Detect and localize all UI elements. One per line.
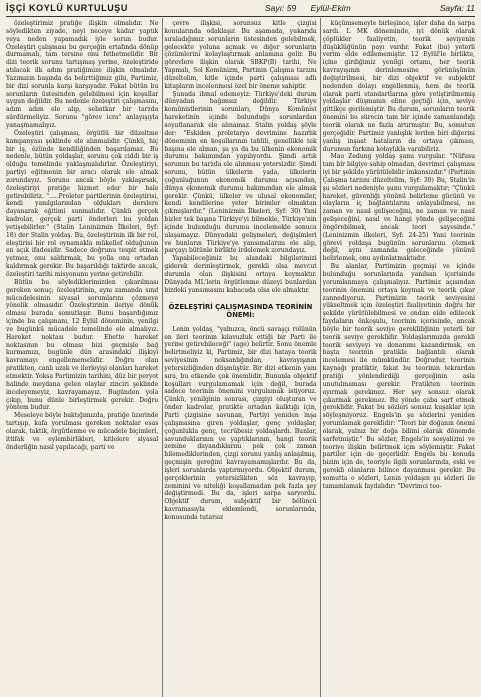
column-divider [320,18,321,697]
paragraph: Şunuda ihmal edemeyiz: Türkiye'deki durum dünyadan bağımsız değildir. Türkiye komünistlerinin sorunları, Dünya Komünist hareketinin içinde bulunduğu sorunlardan soyutlanarak ele alınamaz. Stalin yoldaş şöyle der: "Eskiden proletarya devrimine hazırlık döneminin en koşullarının tahlili, genellikle tek başına ele alınan, şu ya da bu ülkenin ekonomik durumu bakımından yapılıyordu. Şimdi artık sorunun bu tarzda ele alınması yetersizdir. Şimdi sorunu, bütün ülkelerin yada, ülkelerin çoğunluğunun ekonomik durumu açısından, dünya ekonomik durumu bakımından ele almak gerekir. Çünkü, ülkeler ve ulusal ekonomiler, kendi kendilerine yeter birimler olmaktan çıkmışlardır." (Leninizmin İlkeleri, Syf: 30) Yani bizler tek başına Türkiye'yi bilmekle, Türkiye'nin içinde bulunduğu durumu incelemekle sonuca ulaşamayız. Dünyadaki gelişmeleri, değişimleri ve bunların Türkiye'ye yansımalarını ele alıp, parçayı bütünle birlikte irdelemek zorundayız. [164,90,317,255]
publication-title: İŞÇİ KOYLÜ KURTULUŞU [6,3,128,13]
paragraph: Meseleye böyle baktığımızda, pratiğe üzerinde tartışıp, kafa yorulması gereken noktalar esas olarak, taktik, örgütlenme ve mücadele biçimleri, ittifak ve eylembirlikleri, kitlelere siyasal önderliğin nasıl yapılacağı, parti ve [6,412,159,451]
paragraph: Mao Zedung yoldaş şunu vurgular. "Nüfusu tam bir bilgiye sahip olmadan, devrimci çalışması iyi bir şekilde yürütülebilir imkansızdır." (Partinin Çalışma tarzını düzeltelim, Syf: 30) Bu, Stalin'in şu sözleri nedeniyle şunu vurgulamaktır; "Çünkü hareket, güvenliği yönünü belirleme gücünü ve olayların iç bağlantılarını anlayabilmesi, ne zaman ve nasıl gelişeceğini, ne zaman ve nasıl gelişeceğini, nasıl ve hangi yönde gelişeceğini öngörebilmek, ancak teori sayesinde." (Leninizmin ilkeleri, Syf: 24-25) Yani teorinin görevi yoldaşa bugünün sorunlarını çözmek değil, aynı zamanda geleceğinde yönünü belirlemek, onu aydınlatmaktadır. [322,153,475,263]
page-header [6,3,475,17]
paragraph: Lenin yoldaş, "yalnızca, öncü savaşçı rolünün en ileri teorinin kılavuzluk ettiği bir Parti ile yerine getirebileceği" (age) belirtir. Sonu önemle belirtmeliyiz ki, Partimiz, bir dizi hataya teorik seviyesinin noksanlığından, kavrayışının yetersizliğinden düşmüştür. Bir dizi etkenin yanı sıra, bu etkende çok önemlidir. Bununla objektif koşulları vurgulamamak için değil, burada sadece teorinin önemini vurgulamak istiyoruz. Çünkü, yenilginin sonrası, çizgiyi oluşturan ve önder kadrolar, pratikte ortadan kalktığı için, Parti çizgisine savunan, Partiyi yeniden inşa çalışmasına giren yoldaşlar, genç yoldaşlar, çoğunlukla genç, tecrübesiz yoldaşlardı. Bunlar, savunduklarının ve yaptıklarının, hangi teorik zemine dayandıklarını pek çok zaman bilemediklerinden, çizgi sorunu yanlış anlaşılmış, geçmişin gereğini kavrayamamışlardır. Bu da, işleri sorunlarda yaptırmıyordu. Objektif durum, gerçeklerinin yetersizlikten söz kavrayıp, zeminini ve niteliği koşullamadan pek fazla şey değiştirmedi. Bu da, işleri sarpa saryordu. Objektif durum, subjektif bir bölüncü kavramasıyla eklemlendi, sorunlarında, konusunda tutarsız [164,325,317,521]
paragraph: Bu alanlar, Partimizin geçmişi ve içinde bulunduğu sorunlarında yanılsan içerisinde yorumlanmaya çalışmalıyız. Partimiz açısından teorinin önemini ortaya koymak ve teorik çıkar zannediyoruz. Partimizin teorik seviyesini yükseltmek için özeleştiri faaliyetinin doğru bir şekilde yürütülebilmesi ve ondan elde edilecek faydaların önkoşulu, teorinin içerisinde, ancak böyle bir teorik seviye gerekliliğinin yeterli bir teorik seviye gereklidir. Yoldaşlarımızda gerekli teorik seviyeyi ve donanımı kazandırmak, en başta teorinin pratikle bağlantılı olarak incelemesi ile mümkündür. Doğrudur, teorinin kaynağı pratiktir, fakat bu teorinin tekrardan pratiği yönlendirdiği gerçeğinin asla unutulmaması gerekir. Pratikten teorinin ayırmak gerekmez. Her şey sonsuz olarak çıkarmak gerekmez. Bu yönde çaba sarf etmek gereklidir. Fakat bu sözleri sonsuz kuşaklar için söyleşmiyoruz. Engels'in şu sözlerini yeniden yorumlamak gereklidir: "Teori bir doğanın önemi olarak, yalnız bir doğa bilimi olarak dönemde sarfetmiştir." Bu sözler, Engels'in sosyalizmi ve teoriye ilişkin belirtmek için söylemiştir. Fakat partiler için de geçerlidir. Engels bu konuda bizim için de, teoriyle ilgili sorunlarında, eski ve gerekli olanların bilince dayanması gerekir. Bu somutta o sözleri, Lenin yoldaşın şu sözleri ile tamamlamak faydalıdır: "Devrimci teo- [322,263,475,490]
paragraph: Yapabileceğimiz bu alandaki bilgilerimizi giderek derinleştirmek, gerekli olsa mevcut durumla olan ilişkisini ortaya koymaktır. Dünyada ML'lerin örgütlenme düzeyi bunlardan bizdeki yansımasını kabacada olsa ele almaktır. [164,255,317,294]
paragraph: küçümsemeyle birleşince, işler daha da sarpa sardı. L MK döneminde, iyi dönük olarak çöplükler faaliyetin, teorik seviyenin düşüklüğünün payı vardır. Fakat (bu) yeterli verim elde edilememiştir. 12 Eylül'le birlikte, içine girdiğimiz yenilgi ortamı, her teorik kavrayışının derinlemesine görünüşünün değiştirilmesi, bir dizi objektif ve subjektif nedenden dolayı engellenmiş, hem de teorik olarak parti standartlarına göre yetiştirilmemiş yoldaşlar düşmanın eline geçtiği için, seviye gittikçe gerilemiştir. Bu durum, sorunların teorik önemini bu sürecin tam bir içinde zamanlandığı teorik olarak ne fazla artırmıştır. Bu, somutun gerçeğidir. Partimiz yanlışlık lerden biri diğerini yanlış inşaat hataların da ortaya çıkması, durumun farkına kolaylıkla varabiliriz. [322,20,475,153]
text-columns [6,20,475,692]
issue-info [265,3,363,13]
page-number: Sayfa: 11 [439,3,475,13]
paragraph: Özeleştiri çalışması, örgütlü bir düzeltme kampanyası şeklinde ele alınmalıdır. Çünkü, hiç bir iş, özünde kendiliğinden başarılamaz. Bu nedenle, bütün yoldaşlar, sorunu çok ciddi bir iş olduğu temelinde yaklaşmalıdırlar. Özeleştiriyi, partiyi eğitmenin bir aracı olarak ele almak zorundayız. Sorunu ancak böyle yaklaşırsak, özeleştiriyi pratiğe hizmet eder bir hale getirebiliriz. ".....Proleter partilerinin özeleştirisi, kendi yanılgılarından oldukları derslere dayanarak eğitimi sunmalıdır. Çünkü gerçek kadrolar, gerçek parti önderleri bu yoldan yetişebilirler." (Stalin Leninizmin İlkeleri, Syf: 18) der Stalin yoldaş. Bu, özeleştirinin ilk bir rol, eleştirisi bir rol oynamakla mükellef olduğunun en açık ifadesidir. Sadece doğrunu tespit etmek yetmez, onu saldırmak, bu yolla onu ortadan kaldırmak gerekir. Bu başarıldığı taktirde ancak, özeleştiri tarihi misyonunu yerine getirebilir. [6,129,159,278]
column-divider [162,18,163,697]
paragraph: Bütün bu söylediklerimizden çıkarılması gereken sonuç; özeleştirinin, aynı zamanda sınıf mücadelesinin siyasal sorumlarını çözmeye yönelik olmasıdır. Özeleştirinin ileriye dönük olması burada somutlaşır. Bunu başardığımız içinde bu çalışmanı, 12 Eylül döneminin, yenilgi ve bugünkü mücadele temelinde ele almalıyız. Hareket noktası budur. Ebette hareket noktasının bu olması bizi geçmişle bağ kurmamızı, bugünle dün arasındaki ilişkiyi kavramayı engellememelidir. Doğru olan pratikten, canlı uzak ve ilerleyişi olanları hareket etmektir. Yoksa Partimizin tarihini, düz bir peryot halinde meydana gelen olaylar zinciri şeklinde inceleyemeyiz, kavrayamayız. Bugünden yola çıkıp, bunu dünle birleştirmek gerekir. Doğru yöntem budur. [6,278,159,412]
column-3 [323,20,475,692]
issue-date: Eylül-Ekim [310,3,351,13]
column-2 [164,20,316,692]
paragraph: özeleştirimiz pratiğe ilişkin olmalıdır. Ne söyledikten ziyade, neyi neceye kadar yaptık veya neden yapamadık iyle sorun budur. Özeleştiri çalışması bu gerçeğin ertafında dönüp durmamalı, tam tersine onu fethetmelidir. Bir dizi teorik sorunu tartışmaş yerine, özeleştiride atılacak ilk adım pratiğimize ilişkin olmalıdır. Yazımızın başında da belirttiğimiz gibi, Partimiz, bir dizi sorunla karşı karşıyadır. Fakat bütün bu sorunların üstesinden gelebilmesi için koşullar uygun değildir. Bu nedenle özeleştiri çalışmasını, adım adım ele alıp, sebatkar bir tarzda sürdürmeliyiz. Sorunu "görev icra" anlayışıyla yanaşmamalıyız. [6,20,159,129]
column-1 [6,20,158,692]
section-heading: ÖZELEŞTİRİ ÇALIŞMASINDA TEORİNİN ÖNEMİ: [168,302,313,320]
issue-number: Sayı: 59 [264,3,297,13]
paragraph: çevre ilişkisi, sorunsuz kitle çizgisi konularında odaklaşır. Bu aşamada, yukarıda sıraladığımız sorunların üstesinden gelebilmek, gelecekte yoluna açmak ve diğer sorunların çözümlerini kolaylaştırmak anlamına gelir. Bu görevlere ilişkin olarak SBKP(B) tarihi, Ne Yapmalı, Sol Komünizm, Partinin Çalışma tarzını düzeltelim, kitle içinde parti çalışması adlı kitapların incelenmesi özel bir öneme sahiptir. [164,20,317,90]
